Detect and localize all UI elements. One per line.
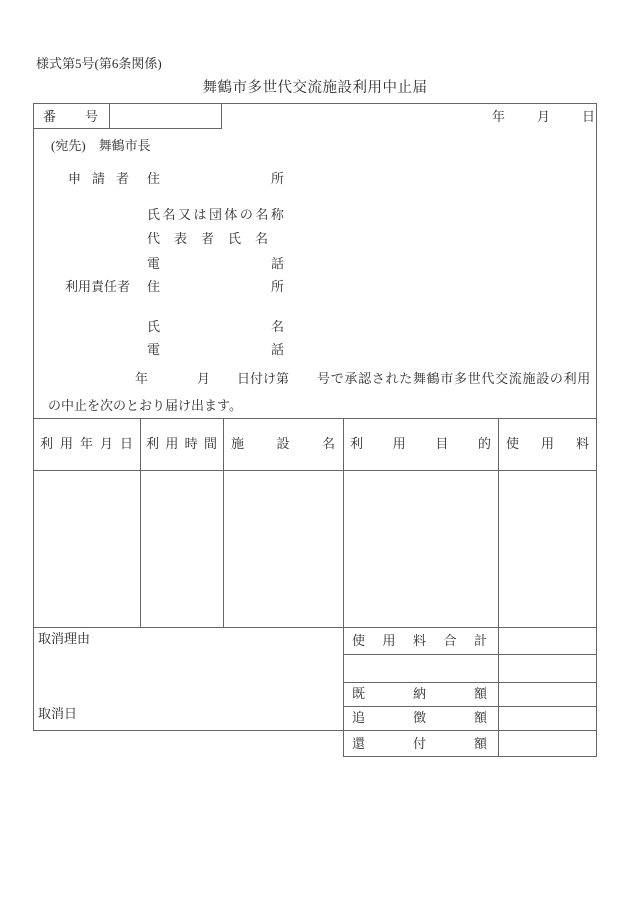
col-header-use-date: 利 用 年 月 日 bbox=[40, 436, 133, 451]
approval-sentence-rest: 号で承認された舞鶴市多世代交流施設の利用 bbox=[317, 371, 592, 386]
approval-year-label: 年 bbox=[135, 371, 149, 386]
form-title: 舞鶴市多世代交流施設利用中止届 bbox=[202, 80, 428, 96]
table-data-bottom-line bbox=[33, 627, 597, 628]
table-col2-divider bbox=[223, 418, 224, 627]
applicant-name-or-org-label: 氏 名 又 は 団 体 の 名 称 bbox=[147, 207, 284, 222]
responsible-address-label: 住 所 bbox=[147, 279, 284, 294]
number-label: 番 号 bbox=[43, 109, 98, 124]
col-header-use-purpose: 利 用 目 的 bbox=[350, 436, 491, 451]
fee-refund-label: 還 付 額 bbox=[352, 736, 487, 751]
table-col1-divider bbox=[140, 418, 141, 627]
cancel-date-label: 取消日 bbox=[38, 706, 78, 721]
responsible-name-label: 氏 名 bbox=[147, 319, 284, 334]
responsible-phone-label: 電 話 bbox=[147, 342, 284, 357]
representative-name-label: 代 表 者 氏 名 bbox=[147, 231, 268, 246]
fee-row2-line bbox=[343, 682, 597, 683]
approval-sentence-line2: の中止を次のとおり届け出ます。 bbox=[48, 398, 242, 413]
table-top-line bbox=[33, 418, 597, 419]
fee-surcharge-label: 追 徴 額 bbox=[352, 710, 487, 725]
col-header-facility-name: 施 設 名 bbox=[231, 436, 335, 451]
approval-month-label: 月 bbox=[197, 371, 211, 386]
form-code: 様式第5号(第6条関係) bbox=[36, 56, 162, 71]
number-input-box bbox=[110, 103, 222, 129]
fee-row1-line bbox=[343, 654, 597, 655]
approval-day-no-label: 日付け第 bbox=[237, 371, 290, 386]
fee-paid-label: 既 納 額 bbox=[352, 686, 487, 701]
form-outer-border bbox=[33, 103, 597, 731]
col-header-use-time: 利 用 時 間 bbox=[146, 436, 217, 451]
applicant-address-label: 住 所 bbox=[147, 171, 284, 186]
table-header-bottom-line bbox=[33, 470, 597, 471]
col-header-usage-fee: 使 用 料 bbox=[506, 436, 589, 451]
applicant-phone-label: 電 話 bbox=[147, 256, 284, 271]
fee-total-label: 使 用 料 合 計 bbox=[352, 633, 487, 648]
responsible-label: 利 用 責 任 者 bbox=[65, 279, 131, 294]
cancel-reason-label: 取消理由 bbox=[38, 631, 91, 646]
applicant-label: 申 請 者 bbox=[68, 171, 129, 186]
addressee: (宛先) 舞鶴市長 bbox=[51, 138, 151, 153]
fee-row3-line bbox=[343, 706, 597, 707]
date-line: 年 月 日 bbox=[492, 109, 595, 124]
